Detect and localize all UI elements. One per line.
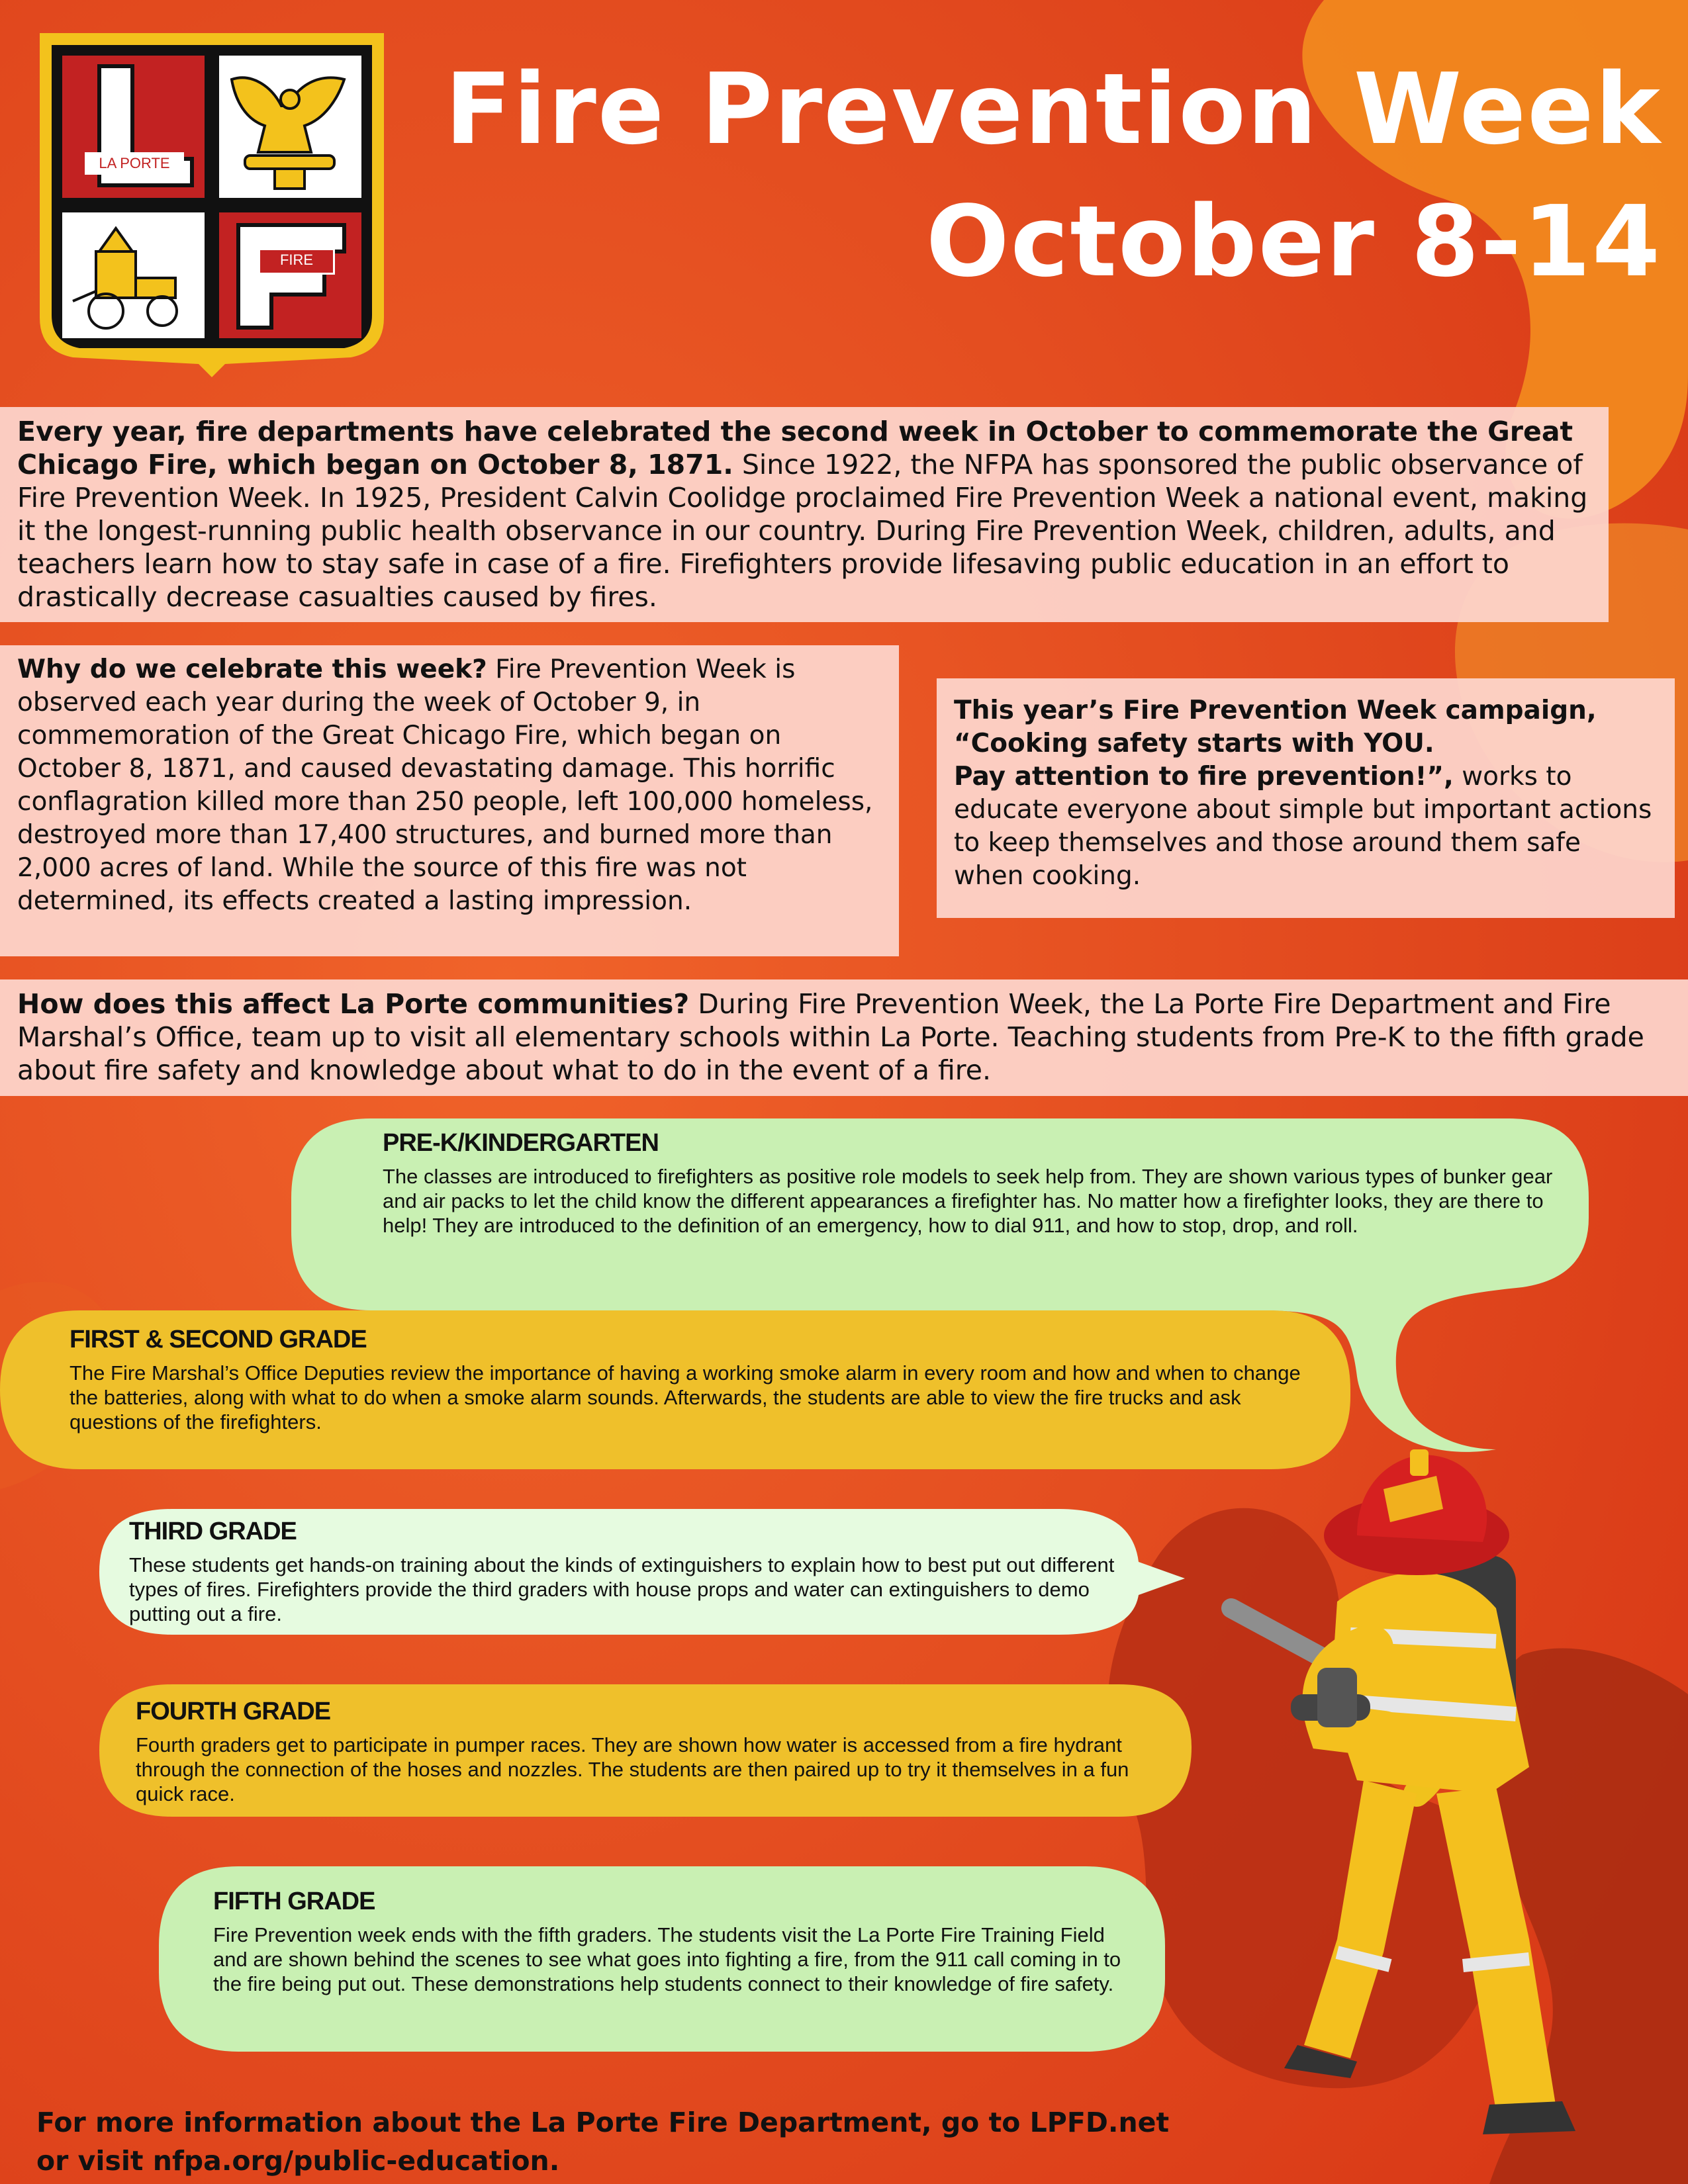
grade-title: PRE-K/KINDERGARTEN xyxy=(383,1129,659,1157)
grade-title: FOURTH GRADE xyxy=(136,1698,331,1725)
grade-fifth xyxy=(213,1888,1127,1996)
grade-title: FIRST & SECOND GRADE xyxy=(70,1326,367,1353)
page-title: Fire Prevention Week xyxy=(445,52,1662,166)
grade-text: The classes are introduced to firefighters as positive role models to seek help from. They are shown various types of bunker gear and air packs to let the child know the different appearances a firefighter has. No matter how a firefighter looks, they are there to help! They are introduced to the definition of an emergency, how to dial 911, and how to stop, drop, and roll. xyxy=(383,1165,1553,1237)
grade-third xyxy=(129,1518,1135,1626)
community-lead: How does this affect La Porte communities? xyxy=(17,988,690,1020)
footer-line1: For more information about the La Porte Fire Department, go to LPFD.net xyxy=(36,2107,1170,2138)
footer-line2: or visit nfpa.org/public-education. xyxy=(36,2145,560,2177)
grade-prek xyxy=(383,1129,1568,1238)
firefighter-icon xyxy=(1218,1449,1668,2184)
grade-text: These students get hands-on training about the kinds of extinguishers to explain how to best put out different types of fires. Firefighters provide the third graders with house props and water can extinguishers to demo putting out a fire. xyxy=(129,1553,1115,1625)
intro-body: Since 1922, the NFPA has sponsored the public observance of Fire Prevention Week. In 1925, President Calvin Coolidge proclaimed Fire Prevention Week a national event, making it the longest-running public health observance in our country. During Fire Prevention Week, children, adults, and teachers learn how to stay safe in case of a fire. Firefighters provide lifesaving public education in an effort to drastically decrease casualties caused by fires. xyxy=(17,449,1588,613)
logo-label-bottom: FIRE xyxy=(258,248,335,275)
campaign-lead: This year’s Fire Prevention Week campaign, xyxy=(954,696,1597,725)
why-lead: Why do we celebrate this week? xyxy=(17,655,487,684)
why-body: Fire Prevention Week is observed each year during the week of October 9, in commemoration of the Great Chicago Fire, which began on October 8, 1871, and caused devastating damage. This horrific conflagration killed more than 250 people, left 100,000 homeless, destroyed more than 17,400 structures, and burned more than 2,000 acres of land. While the source of this fire was not determined, its effects created a lasting impression. xyxy=(17,655,873,916)
intro-lead: Every year, fire departments have celebrated the second week in October to commemorate the Great Chicago Fire, which began on October 8, 1871. xyxy=(17,416,1573,480)
logo-label-top: LA PORTE xyxy=(85,152,184,175)
campaign-slogan-line1: “Cooking safety starts with YOU. xyxy=(954,729,1434,758)
grade-text: The Fire Marshal’s Office Deputies review the importance of having a working smoke alarm in every room and how and when to change the batteries, along with what to do when a smoke alarm sounds. Afterwards, the students are able to view the fire trucks and ask questions of the firefighters. xyxy=(70,1361,1301,1433)
community-body: During Fire Prevention Week, the La Porte Fire Department and Fire Marshal’s Office, team up to visit all elementary schools within La Porte. Teaching students from Pre-K to the fifth grade about fire safety and knowledge about what to do in the event of a fire. xyxy=(17,988,1644,1086)
grade-text: Fire Prevention week ends with the fifth graders. The students visit the La Porte Fire Training Field and are shown behind the scenes to see what goes into fighting a fire, from the 911 call coming in to the fire being put out. These demonstrations help students connect to their knowledge of fire safety. xyxy=(213,1923,1121,1995)
grade-title: THIRD GRADE xyxy=(129,1518,297,1545)
grade-fourth xyxy=(136,1698,1168,1806)
campaign-body: works to educate everyone about simple but important actions to keep themselves and those around them safe when cooking. xyxy=(954,762,1652,891)
campaign-slogan-line2: Pay attention to fire prevention!”, xyxy=(954,762,1454,792)
grade-text: Fourth graders get to participate in pumper races. They are shown how water is accessed from a fire hydrant through the connection of the hoses and nozzles. The students are then paired up to try it themselves in a fun quick race. xyxy=(136,1733,1129,1805)
grade-title: FIFTH GRADE xyxy=(213,1888,375,1915)
grade-first-second xyxy=(70,1326,1301,1434)
page-subtitle-dates: October 8-14 xyxy=(925,185,1662,298)
